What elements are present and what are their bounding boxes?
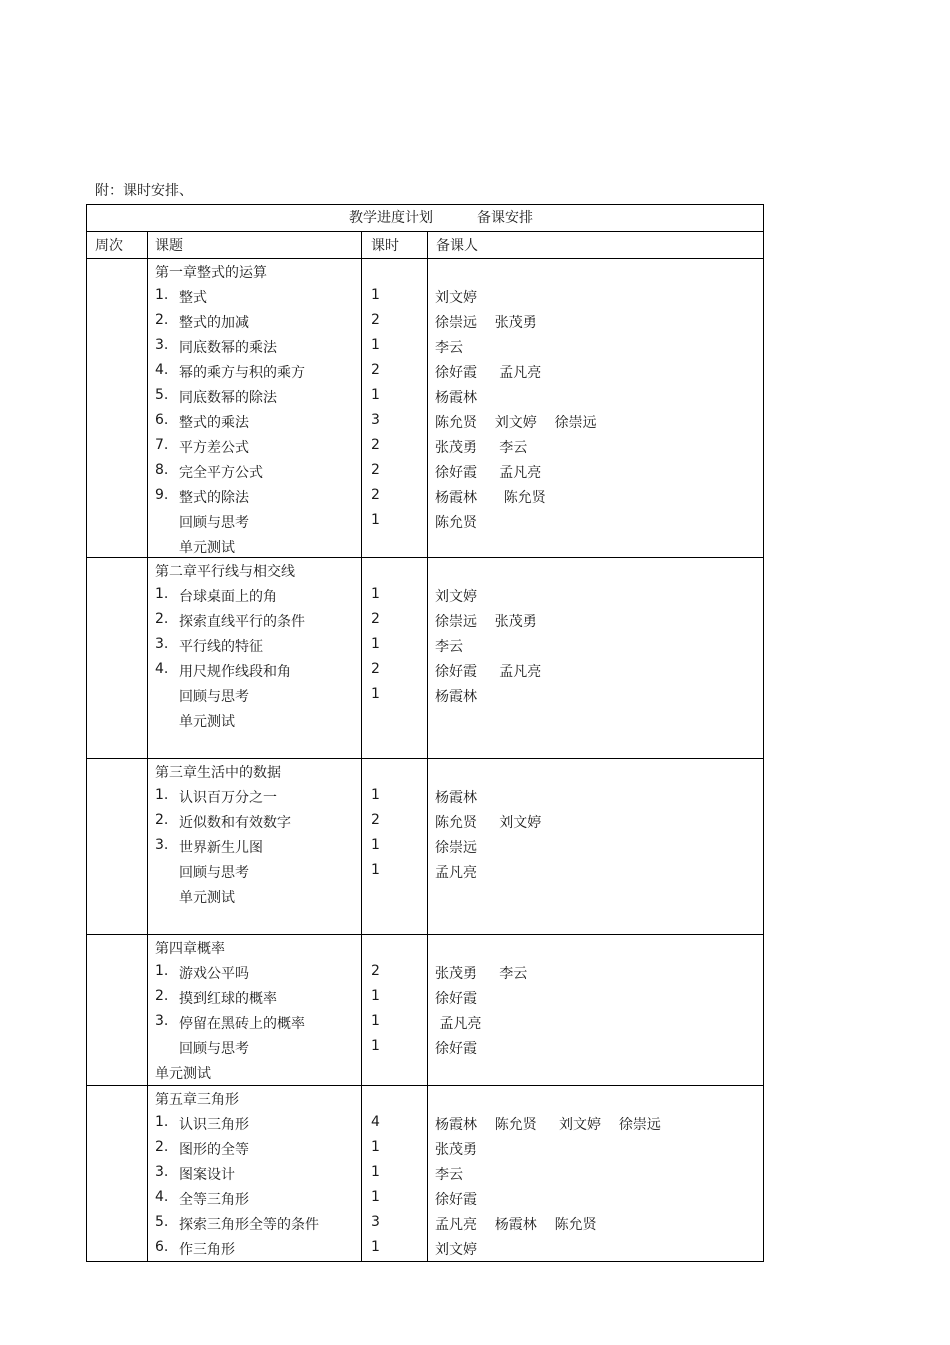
- table-row: [87, 434, 763, 459]
- chapter-title: 第二章平行线与相交线: [155, 564, 295, 580]
- preparer-cell: 李云: [435, 340, 463, 356]
- item-number: 1.: [155, 787, 169, 803]
- table-row: [87, 409, 763, 434]
- hours-cell: 1: [371, 1013, 380, 1029]
- topic-cell: 全等三角形: [179, 1192, 249, 1208]
- chapter-title: 第一章整式的运算: [155, 265, 267, 281]
- topic-cell: 单元测试: [179, 714, 235, 730]
- header-week: 周次: [95, 238, 123, 254]
- topic-cell: 回顾与思考: [179, 1041, 249, 1057]
- item-number: 2.: [155, 812, 169, 828]
- preparer-cell: 孟凡亮: [435, 865, 477, 881]
- chapter-row: [87, 558, 763, 583]
- preparer-cell: 徐好霞 孟凡亮: [435, 365, 542, 381]
- table-row: [87, 334, 763, 359]
- chapter-section: [87, 259, 763, 558]
- topic-cell: 台球桌面上的角: [179, 589, 277, 605]
- preparer-cell: 李云: [435, 639, 463, 655]
- item-number: 2.: [155, 312, 169, 328]
- topic-cell: 单元测试: [179, 540, 235, 556]
- chapter-title: 第三章生活中的数据: [155, 765, 281, 781]
- table-row: [87, 1136, 763, 1161]
- preparer-cell: 徐好霞: [435, 1192, 477, 1208]
- topic-cell: 图案设计: [179, 1167, 235, 1183]
- chapter-row: [87, 1086, 763, 1111]
- chapter-row: [87, 759, 763, 784]
- hours-cell: 2: [371, 812, 380, 828]
- topic-cell: 用尺规作线段和角: [179, 664, 291, 680]
- topic-cell: 整式的加减: [179, 315, 249, 331]
- hours-cell: 2: [371, 661, 380, 677]
- topic-cell: 回顾与思考: [179, 515, 249, 531]
- table-row: [87, 1111, 763, 1136]
- topic-cell: 完全平方公式: [179, 465, 263, 481]
- table-body: [87, 259, 763, 1261]
- item-number: 3.: [155, 636, 169, 652]
- item-number: 9.: [155, 487, 169, 503]
- preparer-cell: 张茂勇 李云: [435, 440, 528, 456]
- preparer-cell: 徐崇远 张茂勇: [435, 614, 537, 630]
- item-number: 1.: [155, 1114, 169, 1130]
- chapter-title: 第五章三角形: [155, 1092, 239, 1108]
- header-topic: 课题: [155, 238, 183, 254]
- topic-cell: 平方差公式: [179, 440, 249, 456]
- item-number: 2.: [155, 1139, 169, 1155]
- table-row: [87, 784, 763, 809]
- topic-cell: 整式的除法: [179, 490, 249, 506]
- topic-cell: 摸到红球的概率: [179, 991, 277, 1007]
- hours-cell: 1: [371, 636, 380, 652]
- table-header-row: [87, 232, 763, 259]
- preparer-cell: 孟凡亮 杨霞林 陈允贤: [435, 1217, 597, 1233]
- preparer-cell: 张茂勇: [435, 1142, 477, 1158]
- preparer-cell: 杨霞林: [435, 790, 477, 806]
- preparer-cell: 杨霞林: [435, 390, 477, 406]
- table-row: [87, 309, 763, 334]
- table-row: [87, 484, 763, 509]
- table-title-secondary: 备课安排: [477, 210, 533, 226]
- item-number: 3.: [155, 1013, 169, 1029]
- table-row: [87, 1010, 763, 1035]
- topic-cell: 探索三角形全等的条件: [179, 1217, 319, 1233]
- hours-cell: 3: [371, 412, 380, 428]
- chapter-section: [87, 558, 763, 759]
- schedule-table: [86, 204, 764, 1262]
- topic-cell: 回顾与思考: [179, 865, 249, 881]
- hours-cell: 3: [371, 1214, 380, 1230]
- header-preparer: 备课人: [436, 238, 478, 254]
- item-number: 4.: [155, 1189, 169, 1205]
- table-row: [87, 1186, 763, 1211]
- table-row: [87, 1161, 763, 1186]
- table-row: [87, 683, 763, 708]
- topic-cell: 游戏公平吗: [179, 966, 249, 982]
- hours-cell: 1: [371, 1164, 380, 1180]
- topic-cell: 整式的乘法: [179, 415, 249, 431]
- item-number: 2.: [155, 988, 169, 1004]
- item-number: 6.: [155, 412, 169, 428]
- appendix-note: 附：课时安排、: [95, 183, 193, 199]
- item-number: 2.: [155, 611, 169, 627]
- preparer-cell: 徐好霞: [435, 991, 477, 1007]
- header-hours: 课时: [371, 238, 399, 254]
- table-row: [87, 459, 763, 484]
- hours-cell: 2: [371, 312, 380, 328]
- table-row: [87, 608, 763, 633]
- hours-cell: 2: [371, 362, 380, 378]
- table-row: [87, 884, 763, 909]
- hours-cell: 1: [371, 787, 380, 803]
- table-row: [87, 633, 763, 658]
- preparer-cell: 徐好霞 孟凡亮: [435, 465, 542, 481]
- hours-cell: 2: [371, 462, 380, 478]
- table-row: [87, 859, 763, 884]
- preparer-cell: 李云: [435, 1167, 463, 1183]
- preparer-cell: 陈允贤 刘文婷 徐崇远: [435, 415, 597, 431]
- item-number: 5.: [155, 1214, 169, 1230]
- topic-cell: 认识三角形: [179, 1117, 249, 1133]
- table-row: [87, 359, 763, 384]
- hours-cell: 4: [371, 1114, 380, 1130]
- hours-cell: 1: [371, 1139, 380, 1155]
- table-row: [87, 384, 763, 409]
- hours-cell: 2: [371, 487, 380, 503]
- preparer-cell: 陈允贤 刘文婷: [435, 815, 542, 831]
- topic-cell: 近似数和有效数字: [179, 815, 291, 831]
- table-row: [87, 658, 763, 683]
- preparer-cell: 张茂勇 李云: [435, 966, 528, 982]
- table-title-row: [87, 205, 763, 232]
- preparer-cell: 徐好霞 孟凡亮: [435, 664, 542, 680]
- hours-cell: 1: [371, 1038, 380, 1054]
- hours-cell: 1: [371, 586, 380, 602]
- item-number: 5.: [155, 387, 169, 403]
- chapter-section: [87, 759, 763, 935]
- topic-cell: 幂的乘方与积的乘方: [179, 365, 305, 381]
- table-row: [87, 960, 763, 985]
- item-number: 4.: [155, 362, 169, 378]
- preparer-cell: 刘文婷: [435, 589, 477, 605]
- table-row: [87, 809, 763, 834]
- preparer-cell: 刘文婷: [435, 1242, 477, 1258]
- table-title: 教学进度计划: [349, 210, 433, 226]
- table-row: [87, 1236, 763, 1261]
- hours-cell: 1: [371, 1239, 380, 1255]
- item-number: 3.: [155, 1164, 169, 1180]
- table-row: [87, 708, 763, 733]
- chapter-row: [87, 259, 763, 284]
- preparer-cell: 陈允贤: [435, 515, 477, 531]
- preparer-cell: 孟凡亮: [435, 1016, 482, 1032]
- preparer-cell: 刘文婷: [435, 290, 477, 306]
- hours-cell: 1: [371, 337, 380, 353]
- hours-cell: 2: [371, 611, 380, 627]
- item-number: 7.: [155, 437, 169, 453]
- item-number: 6.: [155, 1239, 169, 1255]
- preparer-cell: 徐好霞: [435, 1041, 477, 1057]
- hours-cell: 1: [371, 387, 380, 403]
- table-row: [87, 583, 763, 608]
- topic-cell: 认识百万分之一: [179, 790, 277, 806]
- chapter-title: 第四章概率: [155, 941, 225, 957]
- item-number: 8.: [155, 462, 169, 478]
- preparer-cell: 杨霞林 陈允贤: [435, 490, 546, 506]
- table-row: [87, 985, 763, 1010]
- topic-cell: 同底数幂的乘法: [179, 340, 277, 356]
- hours-cell: 1: [371, 686, 380, 702]
- chapter-row: [87, 935, 763, 960]
- item-number: 1.: [155, 963, 169, 979]
- topic-cell: 世界新生儿图: [179, 840, 263, 856]
- hours-cell: 2: [371, 437, 380, 453]
- item-number: 3.: [155, 337, 169, 353]
- preparer-cell: 徐崇远: [435, 840, 477, 856]
- preparer-cell: 杨霞林 陈允贤 刘文婷 徐崇远: [435, 1117, 661, 1133]
- item-number: 1.: [155, 586, 169, 602]
- topic-cell: 单元测试: [179, 890, 235, 906]
- topic-cell: 单元测试: [155, 1066, 211, 1082]
- hours-cell: 1: [371, 1189, 380, 1205]
- preparer-cell: 徐崇远 张茂勇: [435, 315, 537, 331]
- chapter-section: [87, 935, 763, 1086]
- table-row: [87, 284, 763, 309]
- topic-cell: 探索直线平行的条件: [179, 614, 305, 630]
- item-number: 1.: [155, 287, 169, 303]
- table-row: [87, 1211, 763, 1236]
- table-row: [87, 1060, 763, 1085]
- topic-cell: 停留在黑砖上的概率: [179, 1016, 305, 1032]
- hours-cell: 1: [371, 988, 380, 1004]
- item-number: 3.: [155, 837, 169, 853]
- hours-cell: 1: [371, 837, 380, 853]
- topic-cell: 整式: [179, 290, 207, 306]
- hours-cell: 1: [371, 287, 380, 303]
- topic-cell: 图形的全等: [179, 1142, 249, 1158]
- table-row: [87, 534, 763, 559]
- hours-cell: 2: [371, 963, 380, 979]
- chapter-section: [87, 1086, 763, 1261]
- topic-cell: 作三角形: [179, 1242, 235, 1258]
- table-row: [87, 834, 763, 859]
- table-row: [87, 1035, 763, 1060]
- hours-cell: 1: [371, 512, 380, 528]
- hours-cell: 1: [371, 862, 380, 878]
- topic-cell: 回顾与思考: [179, 689, 249, 705]
- table-row: [87, 509, 763, 534]
- preparer-cell: 杨霞林: [435, 689, 477, 705]
- topic-cell: 平行线的特征: [179, 639, 263, 655]
- topic-cell: 同底数幂的除法: [179, 390, 277, 406]
- item-number: 4.: [155, 661, 169, 677]
